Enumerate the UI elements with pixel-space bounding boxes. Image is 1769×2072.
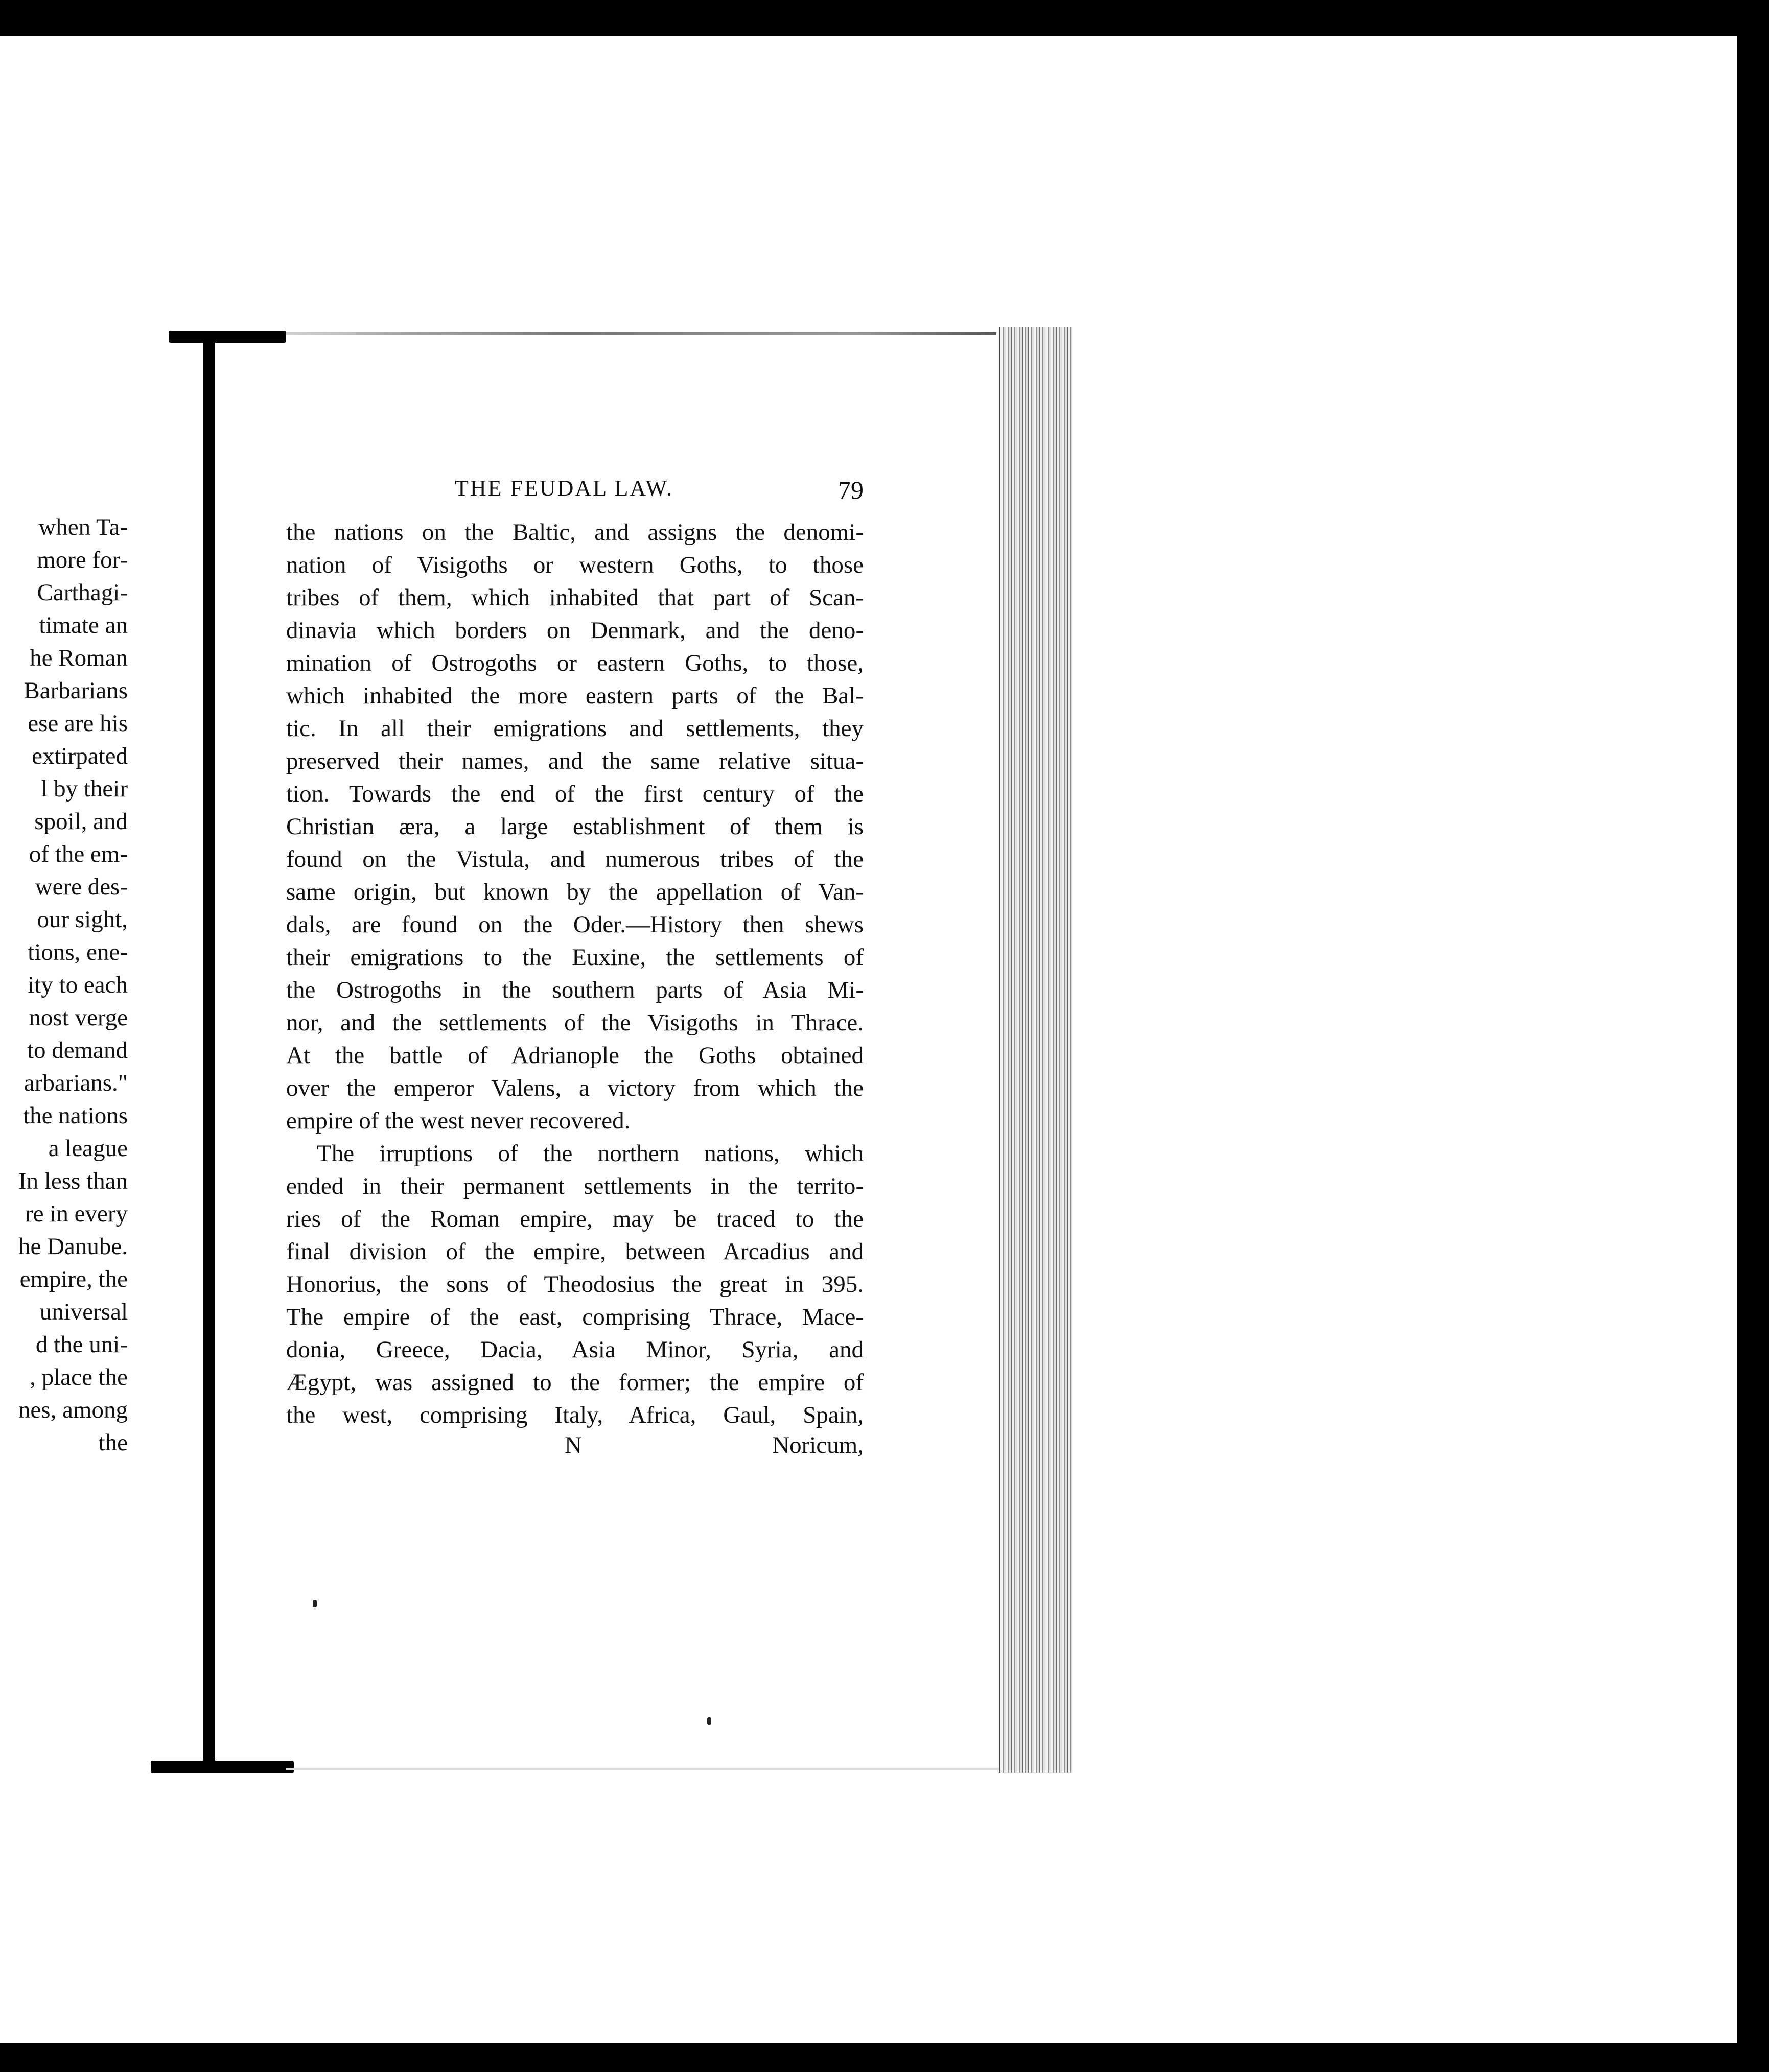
signature-mark: N bbox=[565, 1432, 582, 1458]
left-line: the nations bbox=[23, 1102, 128, 1129]
catchword: Noricum, bbox=[772, 1432, 864, 1458]
page-bottom-edge bbox=[286, 1768, 1002, 1770]
text-line: tion. Towards the end of the first century of the bbox=[286, 781, 864, 807]
text-line: nor, and the settlements of the Visigoths in Thrace. bbox=[286, 1009, 864, 1036]
text-line: donia, Greece, Dacia, Asia Minor, Syria, and bbox=[286, 1336, 864, 1363]
text-line: same origin, but known by the appellation of Van- bbox=[286, 879, 864, 905]
left-line: d the uni- bbox=[35, 1331, 128, 1358]
scan-speck bbox=[313, 1600, 317, 1607]
page-footer bbox=[286, 1431, 864, 1467]
left-line: nost verge bbox=[29, 1004, 128, 1031]
left-line: spoil, and bbox=[34, 808, 128, 835]
page-number: 79 bbox=[838, 476, 864, 504]
left-line: he Danube. bbox=[18, 1233, 128, 1260]
text-line: The empire of the east, comprising Thrace, Mace- bbox=[286, 1304, 864, 1330]
left-line: l by their bbox=[41, 775, 128, 802]
text-line: which inhabited the more eastern parts of the Bal- bbox=[286, 682, 864, 709]
text-line: their emigrations to the Euxine, the settlements of bbox=[286, 944, 864, 971]
left-line: timate an bbox=[39, 612, 128, 639]
text-line: tic. In all their emigrations and settlements, they bbox=[286, 715, 864, 742]
gutter-clamp-top bbox=[169, 331, 286, 343]
left-line: the bbox=[98, 1429, 128, 1456]
text-line: preserved their names, and the same relative situa- bbox=[286, 748, 864, 774]
left-page-fragment bbox=[0, 511, 128, 1481]
text-line: final division of the empire, between Arcadius and bbox=[286, 1238, 864, 1265]
text-line: tribes of them, which inhabited that part of Scan- bbox=[286, 584, 864, 611]
text-line: The irruptions of the northern nations, which bbox=[317, 1140, 864, 1167]
left-line: when Ta- bbox=[38, 514, 128, 540]
left-line: of the em- bbox=[29, 841, 128, 867]
text-line: ries of the Roman empire, may be traced to the bbox=[286, 1206, 864, 1232]
text-line: the Ostrogoths in the southern parts of Asia Mi- bbox=[286, 977, 864, 1003]
text-line: dals, are found on the Oder.—History then shews bbox=[286, 911, 864, 938]
left-line: tions, ene- bbox=[28, 939, 128, 966]
running-head-title: THE FEUDAL LAW. bbox=[455, 476, 674, 501]
book-fore-edge bbox=[999, 327, 1072, 1773]
right-page bbox=[286, 475, 864, 1467]
left-line: empire, the bbox=[19, 1266, 128, 1292]
text-line: over the emperor Valens, a victory from which the bbox=[286, 1075, 864, 1101]
text-line: Ægypt, was assigned to the former; the empire of bbox=[286, 1369, 864, 1396]
gutter-clamp-bottom bbox=[151, 1761, 294, 1773]
left-line: Carthagi- bbox=[37, 579, 128, 606]
left-line: more for- bbox=[37, 547, 128, 573]
text-line: empire of the west never recovered. bbox=[286, 1108, 631, 1134]
left-line: nes, among bbox=[18, 1397, 128, 1423]
text-line: Honorius, the sons of Theodosius the great in 395. bbox=[286, 1271, 864, 1298]
left-line: he Roman bbox=[30, 645, 128, 671]
left-line: universal bbox=[39, 1299, 128, 1325]
text-line: found on the Vistula, and numerous tribes of the bbox=[286, 846, 864, 873]
left-line: our sight, bbox=[37, 906, 128, 933]
page-top-edge bbox=[286, 332, 996, 335]
text-line: the west, comprising Italy, Africa, Gaul, Spain, bbox=[286, 1402, 864, 1428]
text-line: dinavia which borders on Denmark, and the deno- bbox=[286, 617, 864, 644]
scan-speck bbox=[707, 1717, 711, 1725]
left-line: were des- bbox=[35, 874, 128, 900]
left-line: extirpated bbox=[32, 743, 128, 769]
left-line: , place the bbox=[30, 1364, 128, 1391]
left-line: re in every bbox=[25, 1200, 128, 1227]
text-line: Christian æra, a large establishment of them is bbox=[286, 813, 864, 840]
left-line: a league bbox=[48, 1135, 128, 1162]
text-line: mination of Ostrogoths or eastern Goths, to those, bbox=[286, 650, 864, 676]
gutter-clamp-bar bbox=[203, 332, 215, 1773]
left-line: to demand bbox=[27, 1037, 128, 1064]
left-line: ese are his bbox=[28, 710, 128, 737]
left-line: ity to each bbox=[28, 972, 128, 998]
text-line: At the battle of Adrianople the Goths obtained bbox=[286, 1042, 864, 1069]
text-line: nation of Visigoths or western Goths, to those bbox=[286, 552, 864, 578]
running-head bbox=[286, 475, 864, 516]
left-line: In less than bbox=[18, 1168, 128, 1194]
left-line: Barbarians bbox=[24, 677, 128, 704]
text-line: the nations on the Baltic, and assigns the denomi- bbox=[286, 519, 864, 546]
text-line: ended in their permanent settlements in the territo- bbox=[286, 1173, 864, 1199]
left-line: arbarians." bbox=[24, 1070, 128, 1096]
